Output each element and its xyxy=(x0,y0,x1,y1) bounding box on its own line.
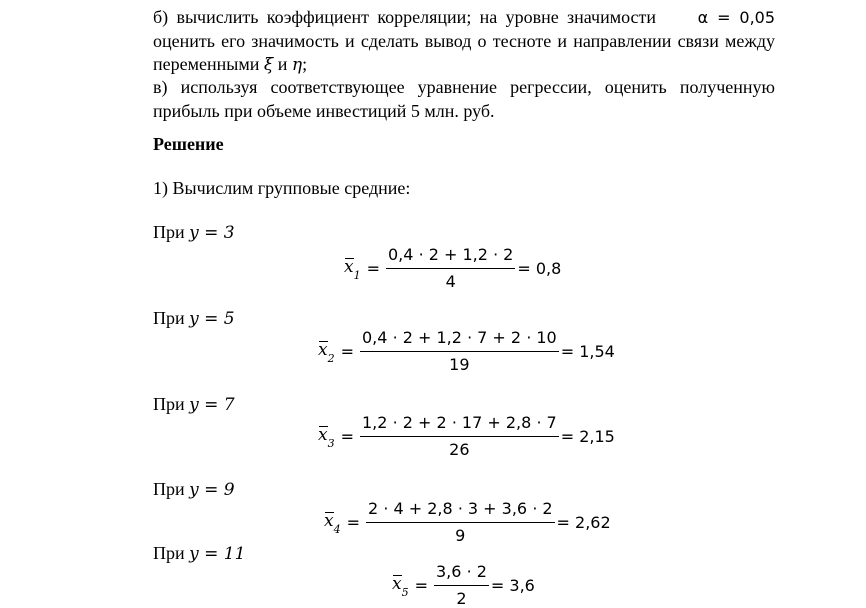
denominator: 2 xyxy=(434,585,489,608)
result: = 2,62 xyxy=(556,512,611,532)
case-label-5 xyxy=(153,543,245,564)
mean-symbol xyxy=(392,573,409,600)
case-prefix: При xyxy=(153,479,185,499)
case-label-3 xyxy=(153,394,235,415)
denominator: 4 xyxy=(386,268,515,291)
alpha-value: α = 0,05 xyxy=(697,8,776,27)
fraction xyxy=(386,245,515,291)
numerator: 0,4 ⋅ 2 + 1,2 ⋅ 7 + 2 ⋅ 10 xyxy=(362,328,557,347)
denominator: 9 xyxy=(366,522,555,545)
step1-text: 1) Вычислим групповые средние: xyxy=(153,178,411,198)
case-condition: y = 5 xyxy=(189,309,235,329)
case-label-2 xyxy=(153,308,235,329)
case-prefix: При xyxy=(153,543,185,563)
mean-symbol xyxy=(324,510,341,537)
var-letter: x xyxy=(318,424,328,445)
paragraph-item-v: в) используя соответствующее уравнение регрессии, оценить полученную прибыль при объеме инвестиций 5 млн. руб. xyxy=(153,77,775,121)
item-b-text-rest: оценить его значимость и сделать вывод о тесноте и направлении связи между переменными xyxy=(153,30,775,74)
mean-symbol xyxy=(318,339,335,366)
fraction xyxy=(360,413,559,459)
result: = 2,15 xyxy=(560,426,615,446)
semicolon: ; xyxy=(302,54,308,74)
denominator: 19 xyxy=(360,351,559,374)
solution-heading: Решение xyxy=(153,134,224,154)
var-subscript: 3 xyxy=(327,437,335,451)
case-prefix: При xyxy=(153,394,185,414)
var-letter: x xyxy=(318,339,328,360)
result: = 1,54 xyxy=(560,341,615,361)
var-subscript: 5 xyxy=(401,586,409,600)
numerator: 2 ⋅ 4 + 2,8 ⋅ 3 + 3,6 ⋅ 2 xyxy=(368,499,553,518)
case-condition: y = 3 xyxy=(189,223,235,243)
var-subscript: 2 xyxy=(327,352,335,366)
fraction xyxy=(360,328,559,374)
formula-x5: $x_5$ = $\frac{3,6 \cdot 2}{2}$ = 3,6 xyxy=(392,562,535,608)
var-subscript: 4 xyxy=(333,523,341,537)
denominator: 26 xyxy=(360,436,559,459)
eta-symbol: η xyxy=(291,55,303,75)
case-prefix: При xyxy=(153,222,185,242)
case-condition: y = 7 xyxy=(189,395,235,415)
case-condition: y = 9 xyxy=(189,480,235,500)
var-letter: x xyxy=(392,573,402,594)
numerator: 1,2 ⋅ 2 + 2 ⋅ 17 + 2,8 ⋅ 7 xyxy=(362,413,557,432)
case-condition: y = 11 xyxy=(189,544,246,564)
paragraph-item-b xyxy=(153,6,775,78)
case-label-1 xyxy=(153,222,235,243)
numerator: 3,6 ⋅ 2 xyxy=(436,562,487,581)
and-word: и xyxy=(277,54,288,74)
mean-symbol xyxy=(318,424,335,451)
formula-x2: $x_2$ = $\frac{0,4 \cdot 2 + 1,2 \cdot 7 + 2 \cdot 10}{19}$ = 1,54 xyxy=(318,328,615,374)
var-subscript: 1 xyxy=(353,269,361,283)
result: = 3,6 xyxy=(490,575,535,595)
fraction xyxy=(366,499,555,545)
formula-x3: $x_3$ = $\frac{1,2 \cdot 2 + 2 \cdot 17 + 2,8 \cdot 7}{26}$ = 2,15 xyxy=(318,413,615,459)
fraction xyxy=(434,562,489,608)
item-b-text-line1: б) вычислить коэффициент корреляции; на уровне значимости xyxy=(153,7,657,27)
var-letter: x xyxy=(324,510,334,531)
formula-x4: $x_4$ = $\frac{2 \cdot 4 + 2,8 \cdot 3 + 3,6 \cdot 2}{9}$ = 2,62 xyxy=(324,499,611,545)
mean-symbol xyxy=(344,256,361,283)
case-prefix: При xyxy=(153,308,185,328)
numerator: 0,4 ⋅ 2 + 1,2 ⋅ 2 xyxy=(388,245,514,264)
formula-x1: $x_1$ = $\frac{0,4 \cdot 2 + 1,2 \cdot 2}{4}$ = 0,8 xyxy=(344,245,562,291)
result: = 0,8 xyxy=(517,258,562,278)
var-letter: x xyxy=(344,256,354,277)
xi-symbol: ξ xyxy=(263,55,274,75)
case-label-4 xyxy=(153,479,235,500)
